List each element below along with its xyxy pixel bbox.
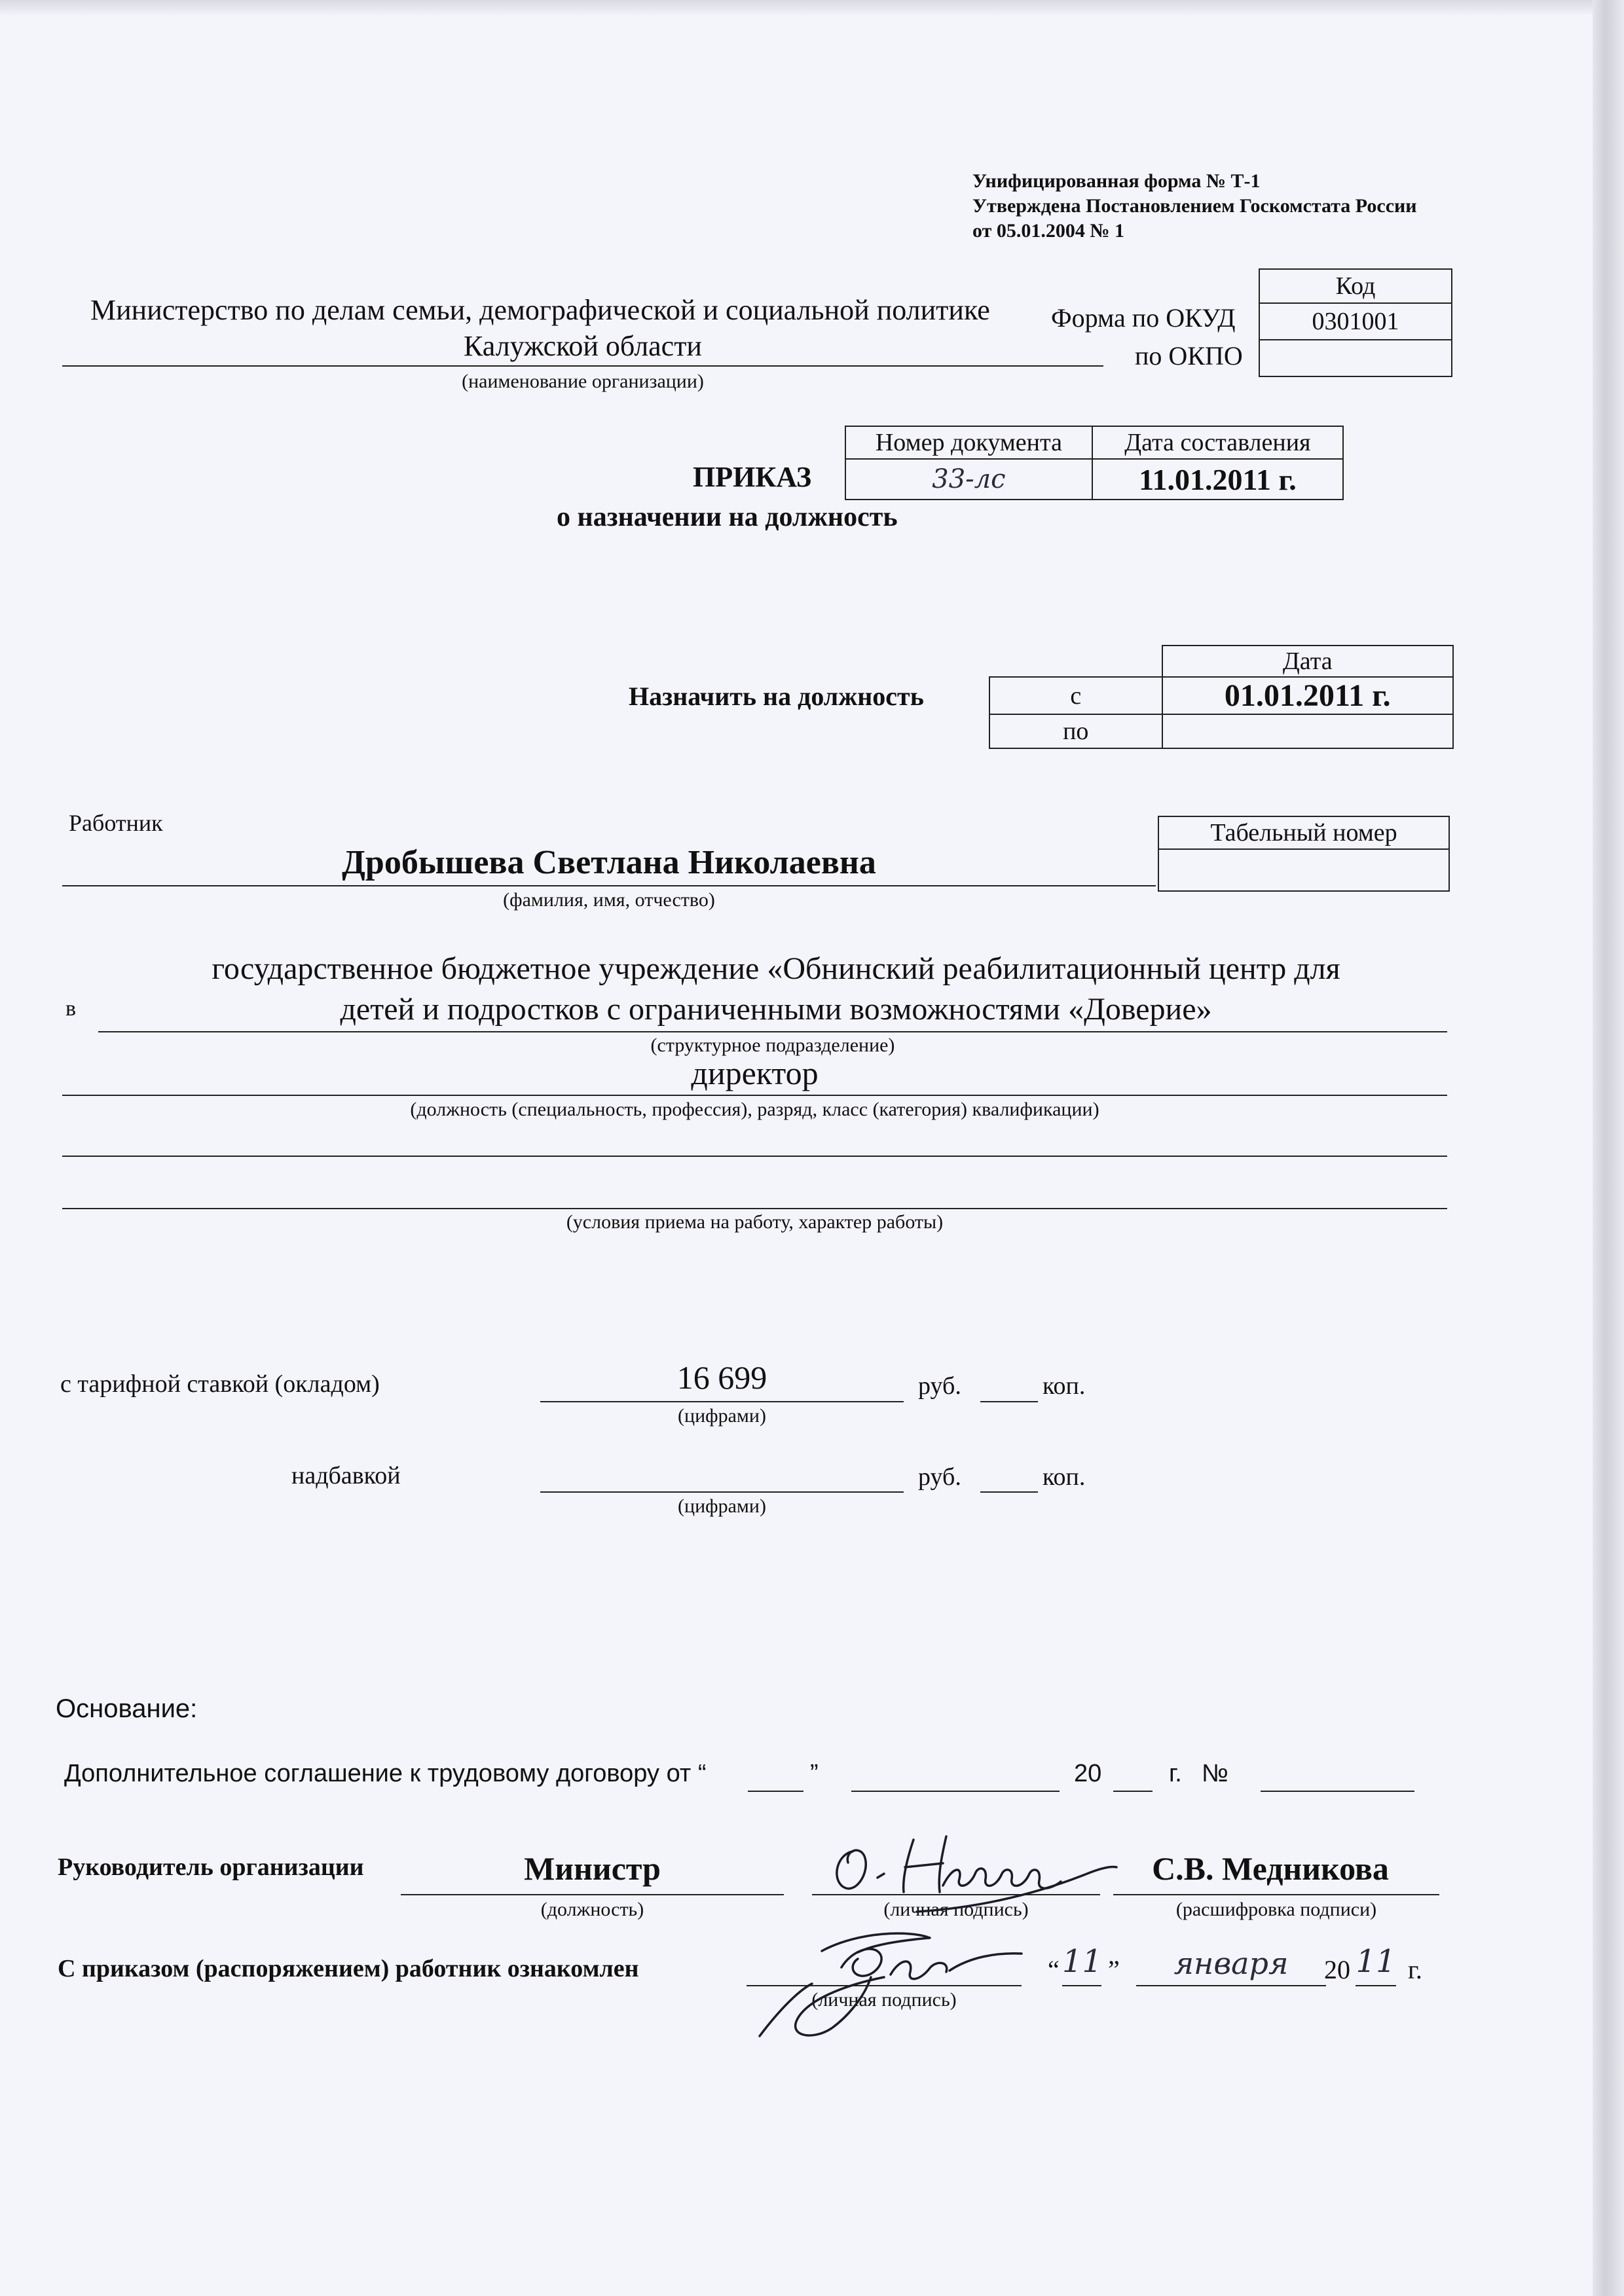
- salary-value: 16 699: [676, 1359, 767, 1396]
- acquaint-year-line: [1356, 1985, 1396, 1986]
- head-position-line: [401, 1894, 784, 1895]
- doc-number-header: Номер документа: [845, 426, 1092, 459]
- okud-value: 0301001: [1259, 303, 1452, 340]
- basis-number-sign: №: [1202, 1760, 1228, 1787]
- head-sign-caption: (личная подпись): [883, 1899, 1029, 1920]
- basis-quote-close: ”: [810, 1760, 819, 1787]
- basis-label: Основание:: [56, 1694, 198, 1723]
- salary-underline: [540, 1401, 904, 1402]
- appoint-from-label: с: [989, 677, 1162, 714]
- codes-header: Код: [1259, 269, 1452, 303]
- head-decoding-line: [1113, 1894, 1439, 1895]
- acquaint-label: С приказом (распоряжением) работник ознакомлен: [58, 1955, 639, 1982]
- acquaint-year-suffix: г.: [1408, 1955, 1422, 1984]
- position-caption: (должность (специальность, профессия), разряд, класс (категория) квалификации): [410, 1099, 1099, 1120]
- order-title: ПРИКАЗ: [693, 461, 812, 493]
- employee-label: Работник: [69, 810, 163, 836]
- head-position: Министр: [524, 1850, 661, 1887]
- acquaint-month-line: [1136, 1985, 1326, 1986]
- basis-year-line: [1113, 1791, 1153, 1792]
- form-header-line: от 05.01.2004 № 1: [972, 220, 1124, 242]
- acquaint-quote-open: “: [1048, 1955, 1060, 1984]
- basis-day-line: [748, 1791, 803, 1792]
- unit-prefix: в: [65, 996, 77, 1021]
- employee-underline: [62, 885, 1156, 886]
- conditions-line: [62, 1208, 1447, 1209]
- bonus-underline: [540, 1491, 904, 1493]
- bonus-kop-line: [980, 1491, 1038, 1493]
- basis-year-suffix: г.: [1169, 1760, 1182, 1787]
- order-date-value: 11.01.2011 г.: [1092, 459, 1343, 500]
- salary-kop-line: [980, 1401, 1038, 1402]
- organization-caption: (наименование организации): [462, 371, 704, 392]
- acquaint-year-prefix: 20: [1324, 1955, 1350, 1984]
- okpo-label: по ОКПО: [1135, 341, 1243, 371]
- tab-number-table: [1158, 816, 1450, 892]
- position-underline: [62, 1095, 1447, 1096]
- unit-line2: детей и подростков с ограниченными возможностями «Доверие»: [340, 992, 1212, 1027]
- acquaint-sign-caption: (личная подпись): [811, 1989, 957, 2011]
- appoint-to-value: [1162, 714, 1453, 748]
- appoint-to-label: по: [989, 714, 1162, 748]
- acquaint-day-line: [1062, 1985, 1101, 1986]
- conditions-caption: (условия приема на работу, характер работы): [566, 1211, 944, 1233]
- salary-kop: коп.: [1043, 1372, 1086, 1400]
- head-decoding: С.В. Медникова: [1152, 1850, 1389, 1887]
- basis-number-line: [1261, 1791, 1414, 1792]
- position-value: директор: [691, 1055, 819, 1091]
- employee-signature-image: [733, 1912, 1035, 2043]
- salary-rub: руб.: [918, 1372, 961, 1400]
- organization-name-line2: Калужской области: [464, 330, 702, 362]
- bonus-label: надбавкой: [291, 1462, 401, 1489]
- scan-top-edge: [0, 0, 1624, 14]
- appoint-label: Назначить на должность: [629, 682, 924, 711]
- head-signature-image: [819, 1827, 1120, 1925]
- order-number-table: [845, 426, 1344, 500]
- okpo-value: [1259, 340, 1452, 376]
- doc-number-value: 33-лс: [845, 459, 1092, 500]
- head-label: Руководитель организации: [58, 1853, 364, 1881]
- unit-line1: государственное бюджетное учреждение «Обнинский реабилитационный центр для: [212, 951, 1340, 986]
- conditions-line: [62, 1156, 1447, 1157]
- unit-caption: (структурное подразделение): [650, 1034, 895, 1056]
- acquaint-month: января: [1173, 1946, 1289, 1981]
- bonus-kop: коп.: [1043, 1463, 1086, 1491]
- form-header-line: Унифицированная форма № Т-1: [972, 170, 1261, 192]
- basis-text: Дополнительное соглашение к трудовому договору от “: [64, 1760, 707, 1787]
- basis-year-prefix: 20: [1074, 1760, 1102, 1787]
- employee-caption: (фамилия, имя, отчество): [503, 889, 715, 911]
- scan-right-edge: [1593, 0, 1624, 2296]
- form-header: [972, 169, 1417, 244]
- acquaint-day: 11: [1062, 1943, 1103, 1980]
- bonus-caption: (цифрами): [678, 1495, 766, 1517]
- head-position-caption: (должность): [540, 1899, 644, 1920]
- okud-label: Форма по ОКУД: [1051, 303, 1236, 333]
- bonus-rub: руб.: [918, 1463, 961, 1491]
- salary-caption: (цифрами): [678, 1405, 766, 1427]
- organization-name-line1: Министерство по делам семьи, демографической и социальной политике: [90, 294, 990, 326]
- date-header: Дата составления: [1092, 426, 1343, 459]
- employee-name: Дробышева Светлана Николаевна: [342, 844, 876, 881]
- head-decoding-caption: (расшифровка подписи): [1175, 1899, 1377, 1920]
- appoint-date-header: Дата: [1162, 646, 1453, 677]
- form-header-line: Утверждена Постановлением Госкомстата России: [972, 195, 1417, 217]
- tab-number-header: Табельный номер: [1158, 816, 1449, 849]
- acquaint-quote-close: ”: [1108, 1955, 1120, 1984]
- order-subtitle: о назначении на должность: [557, 502, 898, 532]
- acquaint-year: 11: [1356, 1943, 1396, 1980]
- appoint-empty-cell: [989, 646, 1162, 677]
- organization-underline: [62, 365, 1103, 367]
- unit-underline: [98, 1031, 1447, 1032]
- appoint-dates-table: [989, 645, 1454, 749]
- tab-number-value: [1158, 849, 1449, 891]
- basis-month-line: [851, 1791, 1060, 1792]
- codes-table: [1259, 268, 1452, 377]
- salary-label: с тарифной ставкой (окладом): [60, 1370, 380, 1398]
- appoint-from-value: 01.01.2011 г.: [1162, 677, 1453, 714]
